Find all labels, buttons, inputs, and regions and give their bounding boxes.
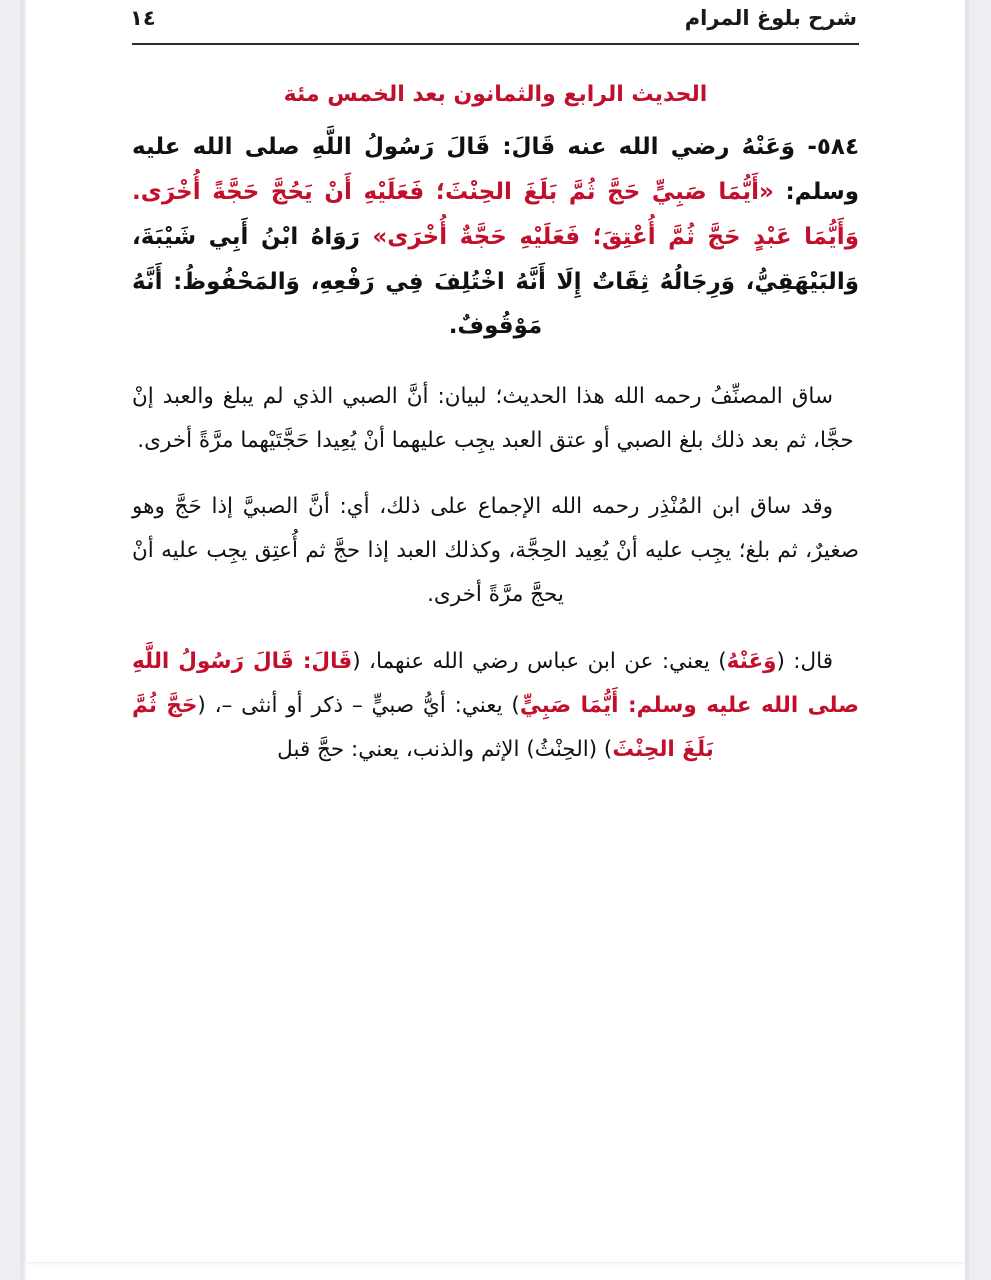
hadith-prophetic-quote: «أَيُّمَا صَبِيٍّ حَجَّ ثُمَّ بَلَغَ الحِنْثَ؛ فَعَلَيْهِ أَنْ يَحُجَّ حَجَّةً أُخْرَى. وَأَيُّمَا عَبْدٍ حَجَّ ثُمَّ أُعْتِقَ؛ فَعَلَيْهِ حَجَّةٌ أُخْرَى»	[132, 178, 859, 250]
explanation-run-quoted: قَالَ: قَالَ رَسُولُ اللَّهِ صلى الله عليه وسلم: أَيُّمَا صَبِيٍّ	[132, 648, 859, 718]
explanation-run-plain: قال: (	[776, 648, 834, 674]
header-divider-rule	[132, 43, 859, 45]
explanation-run-quoted: حَجَّ ثُمَّ بَلَغَ الحِنْثَ	[132, 692, 714, 762]
hadith-takhrij: رَوَاهُ ابْنُ أَبِي شَيْبَةَ، وَالبَيْهَقِيُّ، وَرِجَالُهُ ثِقَاتٌ إِلَا أَنَّهُ اخْتُلِفَ فِي رَفْعِهِ، وَالمَحْفُوظُ: أَنَّهُ مَوْقُوفٌ.	[132, 223, 859, 340]
explanation-run-quoted: وَعَنْهُ	[726, 648, 777, 674]
explanation-run-plain: ) يعني: عن ابن عباس رضي الله عنهما، (	[352, 648, 727, 674]
page-number: ١٤	[130, 6, 156, 30]
explanation-run-plain: ) يعني: أيُّ صبيٍّ – ذكر أو أنثى –، (	[197, 692, 520, 718]
paragraph-text: ساق المصنِّفُ رحمه الله هذا الحديث؛ لبيان: أنَّ الصبي الذي لم يبلغ والعبد إنْ حجَّا، ثم بعد ذلك بلغ الصبي أو عتق العبد يجِب عليهما أنْ يُعِيدا حَجَّتَيْهما مرَّةً أخرى.	[132, 384, 854, 454]
commentary-paragraph-1	[132, 375, 859, 463]
page-content	[132, 72, 859, 772]
commentary-paragraph-3	[132, 640, 859, 772]
commentary-paragraph-2	[132, 485, 859, 617]
explanation-run-plain: ) (الحِنْثُ) الإثم والذنب، يعني: حجَّ قبل	[277, 736, 613, 762]
hadith-section-title: الحديث الرابع والثمانون بعد الخمس مئة	[283, 82, 708, 107]
book-title: شرح بلوغ المرام	[684, 6, 857, 30]
document-page	[26, 0, 965, 1262]
running-header	[26, 6, 965, 60]
hadith-text-block	[132, 125, 859, 349]
paragraph-text: وقد ساق ابن المُنْذِر رحمه الله الإجماع على ذلك، أي: أنَّ الصبيَّ إذا حَجَّ وهو صغيرٌ، ثم بلغ؛ يجِب عليه أنْ يُعِيد الحِجَّة، وكذلك العبد إذا حجَّ ثم أُعتِق يجِب عليه أنْ يحجَّ مرَّةً أخرى.	[132, 494, 859, 608]
hadith-number-and-isnad: ٥٨٤- وَعَنْهُ رضي الله عنه قَالَ: قَالَ رَسُولُ اللَّهِ صلى الله عليه وسلم:	[132, 134, 859, 205]
